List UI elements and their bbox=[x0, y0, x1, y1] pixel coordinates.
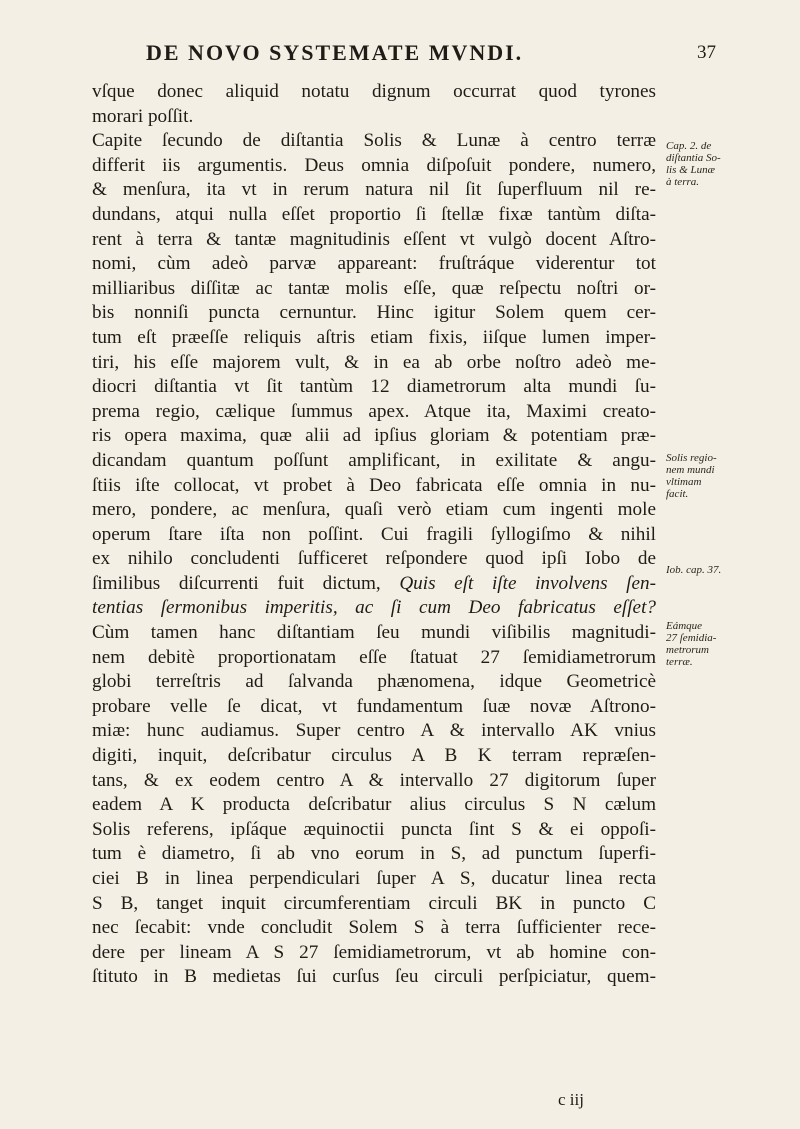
text-line bbox=[92, 941, 656, 966]
text-line bbox=[92, 228, 656, 253]
margin-note-line: 27 ſemidia- bbox=[666, 632, 717, 644]
text-line bbox=[92, 474, 656, 499]
margin-note bbox=[666, 620, 766, 668]
text-line-content: dere per lineam A S 27 ſemidiametrorum, vt ab homine con- bbox=[92, 941, 656, 963]
text-line-content: tans, & ex eodem centro A & intervallo 27 digitorum ſuper bbox=[92, 769, 656, 791]
text-line bbox=[92, 424, 656, 449]
text-line-content: digiti, inquit, deſcribatur circulus A B K terram repræſen- bbox=[92, 745, 656, 767]
text-line-content: globi terreſtris ad ſalvanda phænomena, idque Geometricè bbox=[92, 671, 656, 693]
text-line-content: & menſura, ita vt in rerum natura nil ſit ſuperfluum nil re- bbox=[92, 179, 656, 201]
text-line-content: nec ſecabit: vnde concludit Solem S à terra ſufficienter rece- bbox=[92, 917, 656, 939]
text-line-content: prema regio, cælique ſummus apex. Atque ita, Maximi creato- bbox=[92, 400, 656, 422]
text-line-content: nomi, cùm adeò parvæ appareant: fruſtráque viderentur tot bbox=[92, 253, 656, 275]
text-line-content: Solis referens, ipſáque æquinoctii puncta ſint S & ei oppoſi- bbox=[92, 818, 656, 840]
text-line bbox=[92, 793, 656, 818]
text-line bbox=[92, 203, 656, 228]
text-line bbox=[92, 842, 656, 867]
body-text bbox=[92, 80, 656, 990]
signature-mark: c iij bbox=[558, 1090, 584, 1109]
text-line-content: ex nihilo concludenti ſufficeret reſpondere quod ipſi Iobo de bbox=[92, 548, 656, 570]
margin-note-line: diſtantia So- bbox=[666, 152, 721, 164]
text-line bbox=[92, 547, 656, 572]
text-line bbox=[92, 867, 656, 892]
margin-note-line: facit. bbox=[666, 488, 689, 500]
margin-note-line: vltimam bbox=[666, 476, 702, 488]
text-line-content: ſtituto in B medietas ſui curſus ſeu circuli perſpiciatur, quem- bbox=[92, 966, 656, 988]
margin-note bbox=[666, 140, 766, 188]
text-line bbox=[92, 154, 656, 179]
text-line bbox=[92, 129, 656, 154]
margin-note-line: Eámque bbox=[666, 620, 703, 632]
text-line bbox=[92, 719, 656, 744]
text-line bbox=[92, 965, 656, 990]
text-line-content: ſtiis iſte collocat, vt probet à Deo fabricata eſſe omnia in nu- bbox=[92, 474, 656, 496]
text-line-content: vſque donec aliquid notatu dignum occurrat quod tyrones bbox=[92, 81, 656, 102]
text-line-content: Capite ſecundo de diſtantia Solis & Lunæ à centro terræ bbox=[92, 130, 656, 152]
text-line bbox=[92, 351, 656, 376]
text-line-content: eadem A K producta deſcribatur alius circulus S N cælum bbox=[92, 794, 656, 816]
text-line bbox=[92, 326, 656, 351]
text-line-content: ciei B in linea perpendiculari ſuper A S, ducatur linea recta bbox=[92, 868, 656, 889]
text-line-content: operum ſtare iſta non poſſint. Cui fragili ſyllogiſmo & nihil bbox=[92, 523, 656, 545]
text-line bbox=[92, 818, 656, 843]
running-head bbox=[96, 40, 716, 70]
margin-note bbox=[666, 564, 766, 576]
text-line-content: rent à terra & tantæ magnitudinis eſſent vt vulgò docent Aſtro- bbox=[92, 228, 656, 250]
text-line bbox=[92, 670, 656, 695]
text-line bbox=[92, 523, 656, 548]
text-line bbox=[92, 646, 656, 671]
text-line-content: tum eſt præeſſe reliquis aſtris etiam fixis, iiſque lumen imper- bbox=[92, 326, 656, 348]
text-line bbox=[92, 105, 656, 130]
text-line-content: tum è diametro, ſi ab vno eorum in S, ad punctum ſuperfi- bbox=[92, 843, 656, 865]
margin-note-line: nem mundi bbox=[666, 464, 715, 476]
text-line bbox=[92, 695, 656, 720]
text-line-content: ſimilibus diſcurrenti fuit dictum, bbox=[92, 572, 381, 594]
text-line-content: bis nonniſi puncta cernuntur. Hinc igitur Solem quem cer- bbox=[92, 302, 656, 324]
margin-note-line: à terra. bbox=[666, 176, 699, 188]
text-line-content: nem debitè proportionatam eſſe ſtatuat 27 ſemidiametrorum bbox=[92, 646, 656, 668]
text-line-content: dundans, atqui nulla eſſet proportio ſi ſtellæ fixæ tantùm diſta- bbox=[92, 203, 656, 225]
text-line-content: dicandam quantum poſſunt amplificant, in exilitate & angu- bbox=[92, 449, 656, 471]
text-line bbox=[92, 449, 656, 474]
text-line-content: miæ: hunc audiamus. Super centro A & intervallo AK vnius bbox=[92, 720, 656, 742]
text-line bbox=[92, 400, 656, 425]
running-title: DE NOVO SYSTEMATE MVNDI. bbox=[146, 40, 524, 65]
text-line bbox=[92, 596, 656, 621]
text-line bbox=[92, 80, 656, 105]
text-line-content: morari poſſit. bbox=[92, 105, 194, 127]
text-line-content: mero, pondere, ac menſura, quaſi verò etiam cum ingenti mole bbox=[92, 499, 656, 521]
margin-note-line: Cap. 2. de bbox=[666, 140, 712, 152]
italic-quotation: Quis eſt iſte involvens ſen- bbox=[399, 572, 656, 594]
text-line bbox=[92, 621, 656, 646]
text-line-content: S B, tanget inquit circumferentiam circuli BK in puncto C bbox=[92, 892, 656, 914]
margin-note-line: terræ. bbox=[666, 656, 693, 668]
text-line bbox=[92, 498, 656, 523]
text-line bbox=[92, 769, 656, 794]
text-line-content: probare velle ſe dicat, vt fundamentum ſuæ novæ Aſtrono- bbox=[92, 695, 656, 717]
margin-note-line: Solis regio- bbox=[666, 452, 717, 464]
margin-note-line: metrorum bbox=[666, 644, 709, 656]
text-line bbox=[92, 277, 656, 302]
text-line-content: tiri, his eſſe majorem vult, & in ea ab orbe noſtro adeò me- bbox=[92, 351, 656, 373]
text-line-content: differit iis argumentis. Deus omnia diſpoſuit pondere, numero, bbox=[92, 154, 656, 176]
text-line-content: tentias ſermonibus imperitis, ac ſi cum Deo fabricatus eſſet? bbox=[92, 597, 656, 619]
text-line bbox=[92, 178, 656, 203]
text-line bbox=[92, 301, 656, 326]
text-line bbox=[92, 744, 656, 769]
margin-note-line: Iob. cap. 37. bbox=[666, 564, 722, 576]
text-line bbox=[92, 252, 656, 277]
text-line bbox=[92, 892, 656, 917]
text-line bbox=[92, 916, 656, 941]
margin-note bbox=[666, 452, 766, 500]
margin-note-line: lis & Lunæ bbox=[666, 164, 715, 176]
text-line bbox=[92, 375, 656, 400]
text-line-content: milliaribus diſſitæ ac tantæ molis eſſe, quæ reſpectu noſtri or- bbox=[92, 277, 656, 299]
text-line-content: ris opera maxima, quæ alii ad ipſius gloriam & potentiam præ- bbox=[92, 425, 656, 447]
text-line-content: Cùm tamen hanc diſtantiam ſeu mundi viſibilis magnitudi- bbox=[92, 622, 656, 644]
text-line bbox=[92, 572, 656, 597]
text-line-content: diocri diſtantia vt ſit tantùm 12 diametrorum alta mundi ſu- bbox=[92, 376, 656, 398]
page-number: 37 bbox=[697, 42, 716, 63]
